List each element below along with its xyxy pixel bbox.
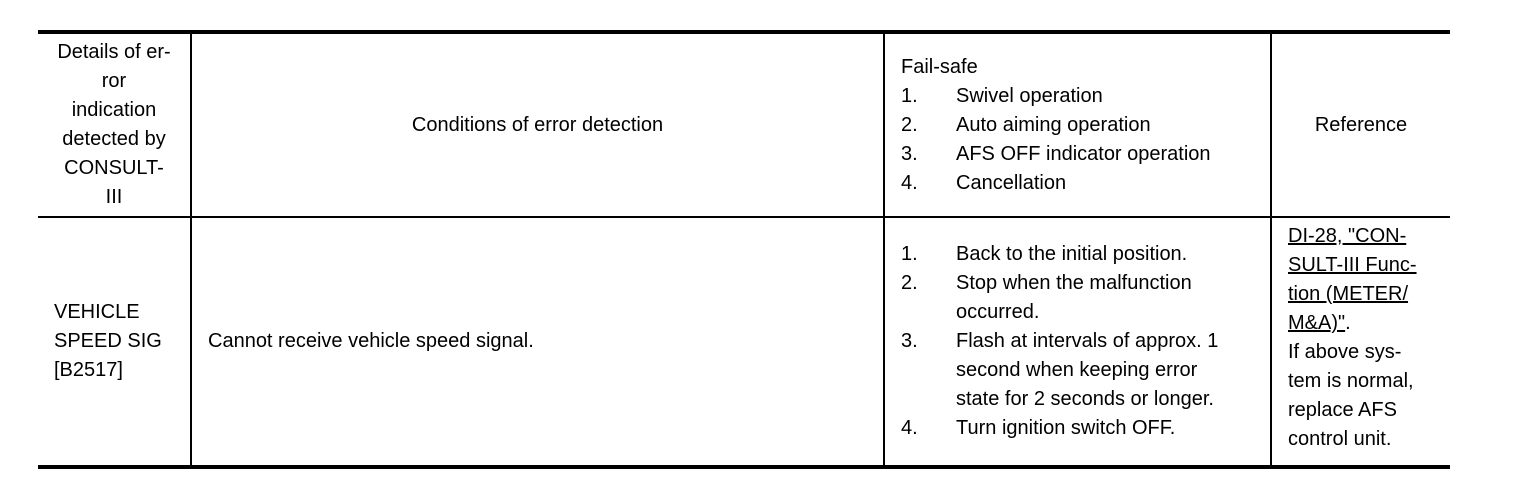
- details-line: SPEED SIG: [54, 330, 162, 352]
- cell-failsafe: [884, 217, 1271, 467]
- list-item-number: 1.: [901, 84, 918, 107]
- header-conditions: Conditions of error detection: [191, 32, 884, 217]
- list-item: [901, 111, 1260, 140]
- list-item: [901, 169, 1260, 198]
- header-details: [38, 32, 191, 217]
- reference-link[interactable]: [1288, 222, 1442, 338]
- header-failsafe-title: Fail-safe: [901, 55, 978, 78]
- header-details-line: ror: [101, 70, 127, 92]
- reference-link-line: tion (METER/: [1288, 283, 1409, 305]
- header-details-line: Details of er-: [57, 41, 171, 63]
- header-details-line: III: [105, 186, 123, 208]
- list-item-line: occurred.: [956, 301, 1040, 323]
- list-item-line: Flash at intervals of approx. 1: [956, 330, 1219, 352]
- list-item: [901, 414, 1260, 443]
- table-row: [38, 217, 1450, 467]
- list-item-number: 1.: [901, 243, 918, 265]
- list-item-number: 4.: [901, 417, 918, 439]
- header-details-line: indication: [71, 99, 157, 121]
- list-item-line: second when keeping error: [956, 359, 1198, 381]
- header-reference: Reference: [1271, 32, 1450, 217]
- list-item-text: Cancellation: [956, 171, 1067, 194]
- reference-text: [1288, 338, 1442, 454]
- failsafe-list: [901, 240, 1260, 443]
- reference-link-line: DI-28, "CON-: [1288, 225, 1407, 247]
- details-line: [B2517]: [54, 359, 123, 381]
- cell-details: [38, 217, 191, 467]
- reference-link-line: M&A)": [1288, 312, 1346, 334]
- list-item-number: 3.: [901, 330, 918, 352]
- table-header-row: [38, 32, 1450, 217]
- list-item-text: [956, 269, 1260, 327]
- list-item: [901, 240, 1260, 269]
- list-item-number: 3.: [901, 142, 918, 165]
- list-item-line: state for 2 seconds or longer.: [956, 388, 1214, 410]
- list-item-line: Back to the initial position.: [956, 243, 1188, 265]
- reference-link-suffix: .: [1345, 312, 1351, 334]
- list-item-text: AFS OFF indicator operation: [956, 142, 1211, 165]
- list-item-text: [956, 327, 1260, 414]
- list-item: [901, 82, 1260, 111]
- error-detection-table: [38, 30, 1450, 469]
- header-details-line: CONSULT-: [64, 157, 164, 179]
- list-item-text: [956, 414, 1260, 443]
- list-item: [901, 269, 1260, 327]
- list-item-number: 2.: [901, 272, 918, 294]
- header-failsafe-list: [901, 82, 1260, 198]
- list-item-line: Stop when the malfunction: [956, 272, 1192, 294]
- cell-reference: [1271, 217, 1450, 467]
- list-item-line: Turn ignition switch OFF.: [956, 417, 1176, 439]
- reference-text-line: replace AFS: [1288, 399, 1397, 421]
- list-item-text: [956, 240, 1260, 269]
- details-line: VEHICLE: [54, 301, 140, 323]
- error-detection-table-wrapper: [38, 30, 1450, 469]
- cell-conditions: Cannot receive vehicle speed signal.: [191, 217, 884, 467]
- header-details-line: detected by: [62, 128, 166, 150]
- reference-text-line: control unit.: [1288, 428, 1392, 450]
- header-failsafe: [884, 32, 1271, 217]
- list-item: [901, 327, 1260, 414]
- list-item-text: Auto aiming operation: [956, 113, 1151, 136]
- reference-link-line: SULT-III Func-: [1288, 254, 1417, 276]
- list-item: [901, 140, 1260, 169]
- reference-text-line: If above sys-: [1288, 341, 1402, 363]
- list-item-number: 4.: [901, 171, 918, 194]
- list-item-number: 2.: [901, 113, 918, 136]
- list-item-text: Swivel operation: [956, 84, 1103, 107]
- reference-text-line: tem is normal,: [1288, 370, 1414, 392]
